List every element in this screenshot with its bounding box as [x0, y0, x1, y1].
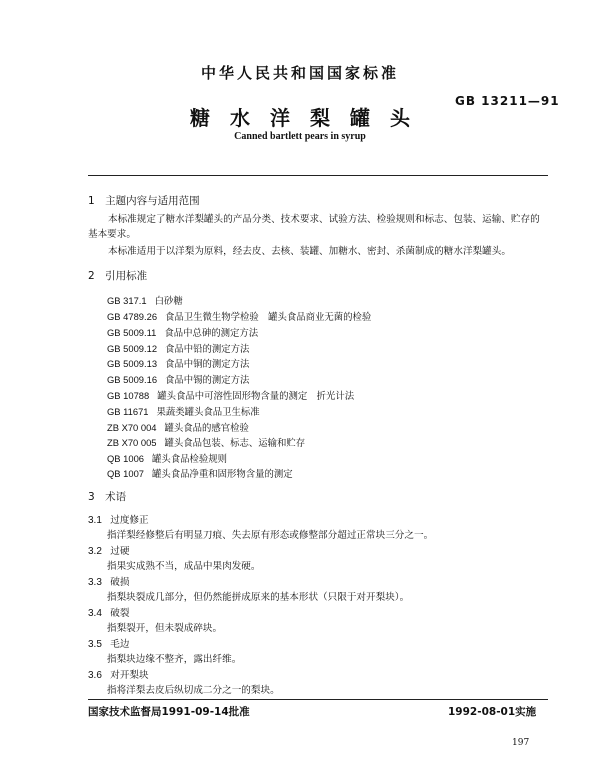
standard-number: GB 13211—91 [455, 94, 560, 108]
reference-item: GB 5009.11 食品中总砷的测定方法 [107, 327, 259, 339]
reference-item: GB 317.1 白砂糖 [107, 295, 183, 307]
term-definition: 指梨块裂成几部分，但仍然能拼成原来的基本形状（只限于对开梨块）。 [107, 592, 410, 603]
section-1-paragraph-2: 本标准适用于以洋梨为原料，经去皮、去核、装罐、加糖水、密封、杀菌制成的糖水洋梨罐头。 [108, 246, 511, 257]
document-title-english: Canned bartlett pears in syrup [234, 131, 366, 142]
document-title: 糖水洋梨罐头 [190, 106, 430, 130]
section-3-heading: 3 术语 [88, 491, 127, 503]
term-heading: 3.1 过度修正 [88, 515, 149, 526]
reference-item: QB 1007 罐头食品净重和固形物含量的测定 [107, 468, 293, 480]
term-heading: 3.6 对开梨块 [88, 670, 149, 681]
effective-date: 1992-08-01实施 [448, 706, 537, 718]
term-definition: 指将洋梨去皮后纵切成二分之一的梨块。 [107, 685, 280, 696]
term-heading: 3.4 破裂 [88, 608, 130, 619]
standard-type: 中华人民共和国国家标准 [200, 64, 399, 82]
reference-item: GB 11671 果蔬类罐头食品卫生标准 [107, 406, 260, 418]
section-1-paragraph-1: 本标准规定了糖水洋梨罐头的产品分类、技术要求、试验方法、检验规则和标志、包装、运输、贮存的基本要求。 [88, 214, 540, 240]
page-number: 197 [512, 738, 530, 748]
term-heading: 3.2 过硬 [88, 546, 130, 557]
approval-date: 国家技术监督局1991-09-14批准 [88, 706, 250, 718]
reference-item: GB 5009.12 食品中铅的测定方法 [107, 343, 250, 355]
term-definition: 指梨块边缘不整齐，露出纤维。 [107, 654, 242, 665]
term-definition: 指果实成熟不当，成品中果肉发硬。 [107, 561, 261, 572]
section-1-heading: 1 主题内容与适用范围 [88, 195, 200, 207]
reference-item: GB 5009.13 食品中铜的测定方法 [107, 358, 250, 370]
bottom-divider [88, 699, 548, 700]
term-heading: 3.5 毛边 [88, 639, 130, 650]
term-definition: 指洋梨经修整后有明显刀痕、失去原有形态或修整部分超过正常块三分之一。 [107, 530, 434, 541]
section-2-heading: 2 引用标准 [88, 270, 148, 282]
term-heading: 3.3 破损 [88, 577, 130, 588]
reference-item: QB 1006 罐头食品检验规则 [107, 453, 228, 465]
top-divider [88, 175, 548, 176]
reference-item: GB 5009.16 食品中锡的测定方法 [107, 374, 250, 386]
reference-item: ZB X70 005 罐头食品包装、标志、运输和贮存 [107, 437, 306, 449]
reference-item: GB 10788 罐头食品中可溶性固形物含量的测定 折光计法 [107, 390, 355, 402]
reference-item: ZB X70 004 罐头食品的感官检验 [107, 422, 249, 434]
term-definition: 指梨裂开，但未裂成碎块。 [107, 623, 223, 634]
reference-item: GB 4789.26 食品卫生微生物学检验 罐头食品商业无菌的检验 [107, 311, 372, 323]
